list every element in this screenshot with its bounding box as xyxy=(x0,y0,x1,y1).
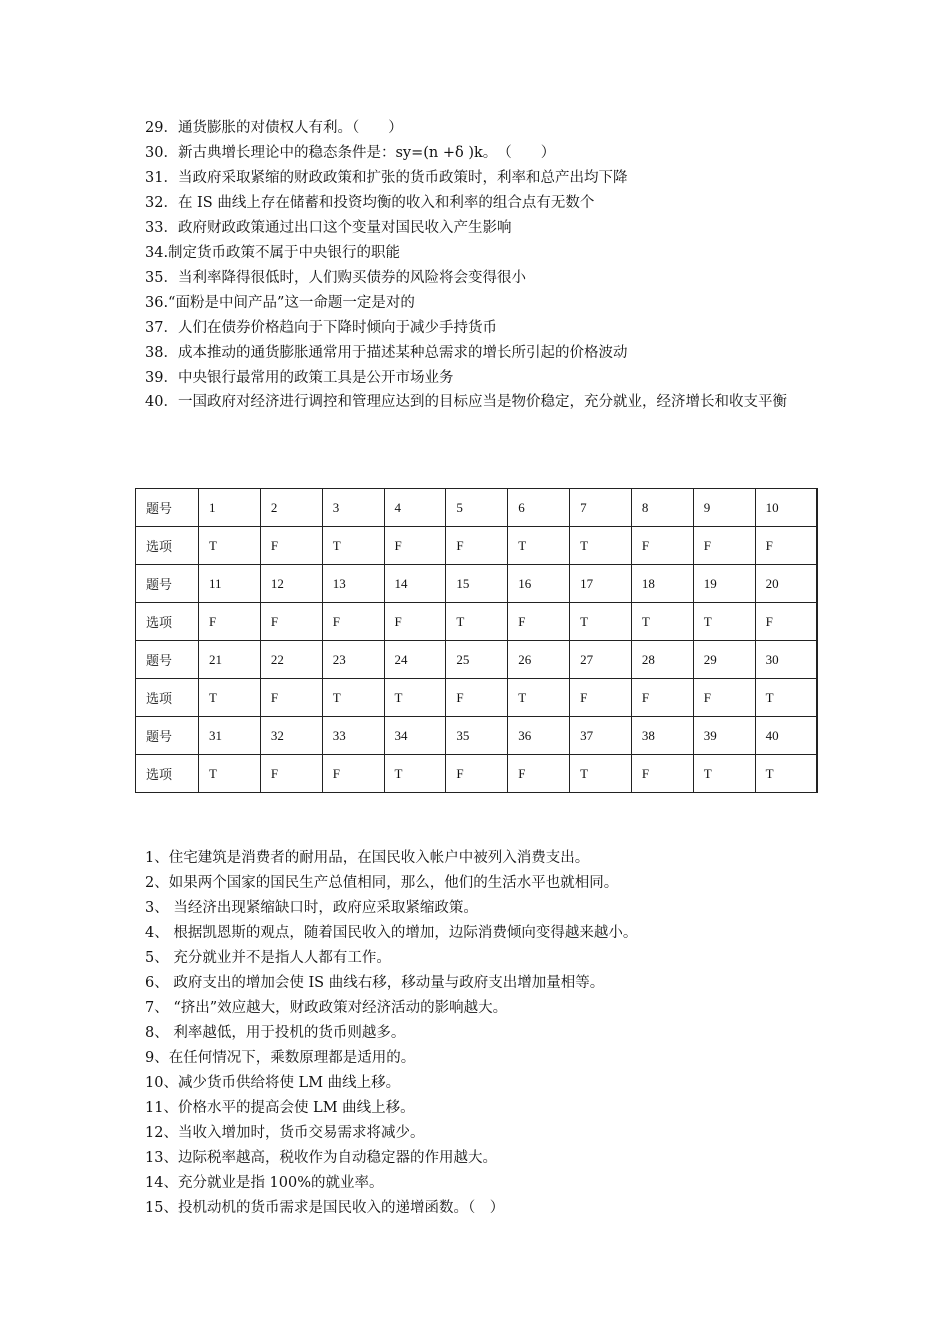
answer-cell: T xyxy=(755,679,817,717)
question-number-cell: 15 xyxy=(446,565,508,603)
question-b-5: 5、 充分就业并不是指人人都有工作。 xyxy=(145,950,391,966)
question-number-cell: 13 xyxy=(322,565,384,603)
question-number-cell: 25 xyxy=(446,641,508,679)
number-row-label: 题号 xyxy=(136,641,199,679)
answer-cell: F xyxy=(322,755,384,793)
question-number-cell: 17 xyxy=(570,565,632,603)
question-number-cell: 14 xyxy=(384,565,446,603)
question-number-cell: 39 xyxy=(693,717,755,755)
answer-cell: T xyxy=(755,755,817,793)
question-number-cell: 29 xyxy=(693,641,755,679)
answer-cell: T xyxy=(508,679,570,717)
answer-cell: F xyxy=(446,755,508,793)
question-number-cell: 1 xyxy=(199,489,261,527)
answer-cell: T xyxy=(199,679,261,717)
question-number-cell: 8 xyxy=(631,489,693,527)
answer-cell: F xyxy=(755,527,817,565)
answer-cell: F xyxy=(260,755,322,793)
choice-row-label: 选项 xyxy=(136,527,199,565)
question-number-cell: 3 xyxy=(322,489,384,527)
question-b-4: 4、 根据凯恩斯的观点，随着国民收入的增加，边际消费倾向变得越来越小。 xyxy=(145,925,638,941)
question-b-7: 7、 “挤出”效应越大，财政政策对经济活动的影响越大。 xyxy=(145,1000,508,1016)
answer-cell: T xyxy=(199,755,261,793)
choice-row-label: 选项 xyxy=(136,603,199,641)
question-number-cell: 11 xyxy=(199,565,261,603)
answer-cell: F xyxy=(508,755,570,793)
question-number-cell: 27 xyxy=(570,641,632,679)
choice-row xyxy=(136,527,818,565)
question-34: 34.制定货币政策不属于中央银行的职能 xyxy=(145,245,401,261)
answer-cell: F xyxy=(631,679,693,717)
answer-cell: F xyxy=(631,527,693,565)
question-number-cell: 16 xyxy=(508,565,570,603)
answer-cell: T xyxy=(199,527,261,565)
question-31: 31．当政府采取紧缩的财政政策和扩张的货币政策时，利率和总产出均下降 xyxy=(145,170,628,186)
question-b-2: 2、如果两个国家的国民生产总值相同，那么，他们的生活水平也就相同。 xyxy=(145,875,619,891)
number-row-label: 题号 xyxy=(136,489,199,527)
question-b-12: 12、当收入增加时，货币交易需求将减少。 xyxy=(145,1125,425,1141)
question-number-cell: 22 xyxy=(260,641,322,679)
question-number-cell: 5 xyxy=(446,489,508,527)
choice-row-label: 选项 xyxy=(136,679,199,717)
answer-cell: T xyxy=(570,755,632,793)
answer-cell: T xyxy=(384,679,446,717)
answer-cell: F xyxy=(631,755,693,793)
question-number-cell: 35 xyxy=(446,717,508,755)
number-row xyxy=(136,489,818,527)
answer-cell: T xyxy=(446,603,508,641)
question-40: 40．一国政府对经济进行调控和管理应达到的目标应当是物价稳定，充分就业，经济增长和收支平衡 xyxy=(145,394,787,410)
answer-cell: T xyxy=(570,527,632,565)
question-37: 37．人们在债券价格趋向于下降时倾向于减少手持货币 xyxy=(145,320,497,336)
question-33: 33．政府财政政策通过出口这个变量对国民收入产生影响 xyxy=(145,220,512,236)
answer-cell: F xyxy=(755,603,817,641)
answer-cell: F xyxy=(446,679,508,717)
question-number-cell: 32 xyxy=(260,717,322,755)
choice-row xyxy=(136,679,818,717)
question-number-cell: 37 xyxy=(570,717,632,755)
choice-row-label: 选项 xyxy=(136,755,199,793)
question-number-cell: 40 xyxy=(755,717,817,755)
answer-cell: F xyxy=(570,679,632,717)
answer-cell: T xyxy=(570,603,632,641)
answer-cell: F xyxy=(384,603,446,641)
question-30: 30．新古典增长理论中的稳态条件是：sy=(n +δ )k。 （ ） xyxy=(145,145,556,161)
answer-cell: F xyxy=(260,603,322,641)
answer-cell: T xyxy=(693,603,755,641)
answer-cell: T xyxy=(693,755,755,793)
question-number-cell: 24 xyxy=(384,641,446,679)
question-number-cell: 34 xyxy=(384,717,446,755)
question-b-11: 11、价格水平的提高会使 LM 曲线上移。 xyxy=(145,1100,415,1116)
question-b-3: 3、 当经济出现紧缩缺口时，政府应采取紧缩政策。 xyxy=(145,900,478,916)
question-number-cell: 26 xyxy=(508,641,570,679)
answer-table xyxy=(135,488,818,793)
question-number-cell: 9 xyxy=(693,489,755,527)
number-row xyxy=(136,717,818,755)
answer-cell: F xyxy=(446,527,508,565)
number-row-label: 题号 xyxy=(136,717,199,755)
choice-row xyxy=(136,755,818,793)
number-row xyxy=(136,641,818,679)
question-number-cell: 21 xyxy=(199,641,261,679)
question-b-10: 10、减少货币供给将使 LM 曲线上移。 xyxy=(145,1075,401,1091)
question-b-15: 15、投机动机的货币需求是国民收入的递增函数。（ ） xyxy=(145,1200,505,1216)
question-number-cell: 2 xyxy=(260,489,322,527)
question-b-1: 1、住宅建筑是消费者的耐用品，在国民收入帐户中被列入消费支出。 xyxy=(145,850,590,866)
question-number-cell: 38 xyxy=(631,717,693,755)
answer-cell: F xyxy=(693,679,755,717)
question-36: 36.“面粉是中间产品”这一命题一定是对的 xyxy=(145,295,415,311)
question-b-13: 13、边际税率越高，税收作为自动稳定器的作用越大。 xyxy=(145,1150,497,1166)
answer-cell: F xyxy=(260,679,322,717)
question-number-cell: 30 xyxy=(755,641,817,679)
question-38: 38．成本推动的通货膨胀通常用于描述某种总需求的增长所引起的价格波动 xyxy=(145,345,628,361)
answer-cell: F xyxy=(693,527,755,565)
answer-cell: T xyxy=(322,679,384,717)
question-number-cell: 6 xyxy=(508,489,570,527)
question-number-cell: 7 xyxy=(570,489,632,527)
question-b-9: 9、在任何情况下，乘数原理都是适用的。 xyxy=(145,1050,416,1066)
answer-cell: T xyxy=(384,755,446,793)
number-row xyxy=(136,565,818,603)
question-number-cell: 31 xyxy=(199,717,261,755)
answer-cell: F xyxy=(322,603,384,641)
question-b-14: 14、充分就业是指 100%的就业率。 xyxy=(145,1175,384,1191)
question-39: 39．中央银行最常用的政策工具是公开市场业务 xyxy=(145,370,454,386)
question-b-6: 6、 政府支出的增加会使 IS 曲线右移，移动量与政府支出增加量相等。 xyxy=(145,975,605,991)
question-number-cell: 18 xyxy=(631,565,693,603)
number-row-label: 题号 xyxy=(136,565,199,603)
question-number-cell: 28 xyxy=(631,641,693,679)
question-number-cell: 36 xyxy=(508,717,570,755)
answer-cell: F xyxy=(260,527,322,565)
question-number-cell: 4 xyxy=(384,489,446,527)
question-b-8: 8、 利率越低，用于投机的货币则越多。 xyxy=(145,1025,406,1041)
answer-cell: F xyxy=(199,603,261,641)
question-32: 32．在 IS 曲线上存在储蓄和投资均衡的收入和利率的组合点有无数个 xyxy=(145,195,595,211)
answer-cell: F xyxy=(384,527,446,565)
question-35: 35．当利率降得很低时，人们购买债券的风险将会变得很小 xyxy=(145,270,526,286)
question-29: 29．通货膨胀的对债权人有利。（ ） xyxy=(145,120,403,136)
question-number-cell: 10 xyxy=(755,489,817,527)
question-number-cell: 19 xyxy=(693,565,755,603)
question-number-cell: 12 xyxy=(260,565,322,603)
answer-cell: T xyxy=(508,527,570,565)
question-number-cell: 33 xyxy=(322,717,384,755)
choice-row xyxy=(136,603,818,641)
question-number-cell: 20 xyxy=(755,565,817,603)
answer-cell: F xyxy=(508,603,570,641)
question-number-cell: 23 xyxy=(322,641,384,679)
answer-cell: T xyxy=(631,603,693,641)
answer-cell: T xyxy=(322,527,384,565)
